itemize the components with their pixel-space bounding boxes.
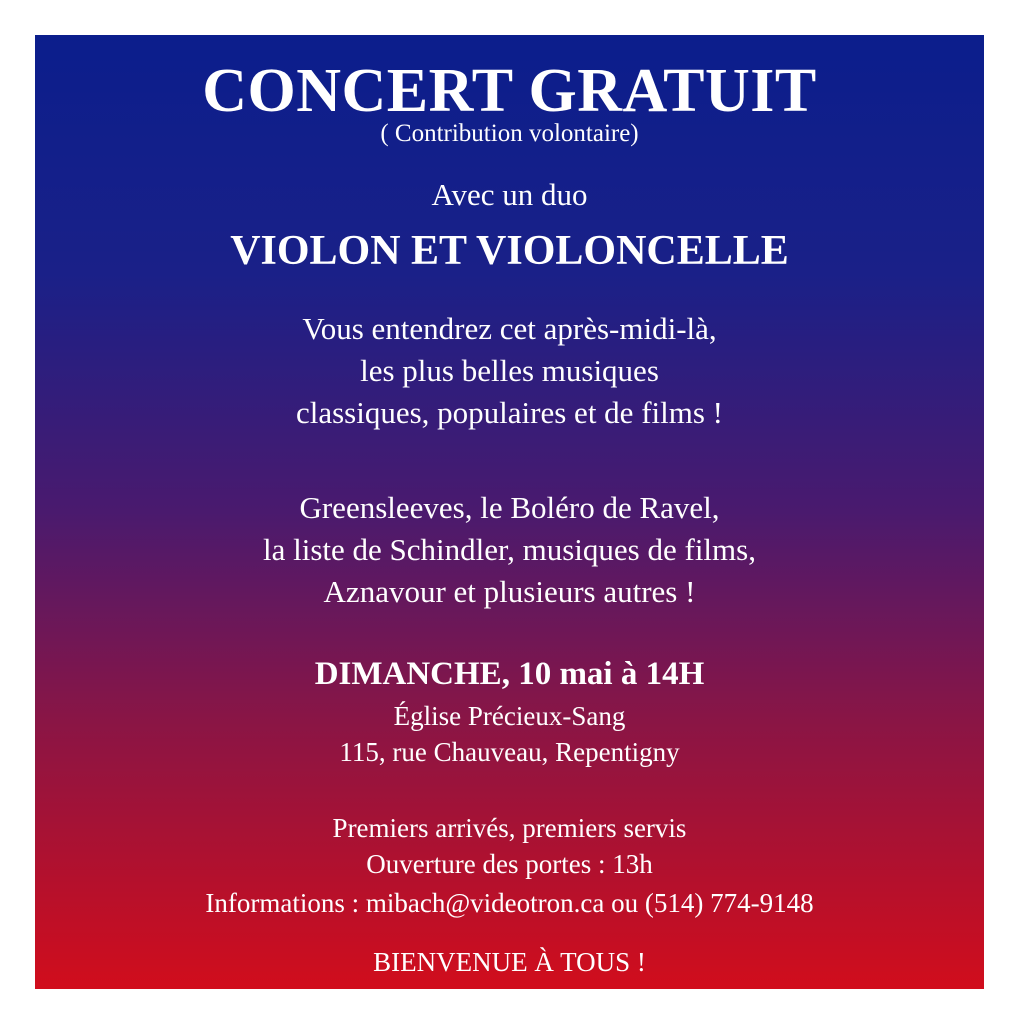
welcome-message: BIENVENUE À TOUS ! bbox=[373, 947, 646, 977]
description-line: les plus belles musiques bbox=[360, 353, 659, 388]
program-line: Greensleeves, le Boléro de Ravel, bbox=[299, 490, 720, 525]
program-paragraph bbox=[35, 487, 984, 613]
description-paragraph bbox=[35, 308, 984, 434]
first-come-note: Premiers arrivés, premiers servis bbox=[332, 813, 687, 843]
contact-info: Informations : mibach@videotron.ca ou (514) 774-9148 bbox=[205, 888, 814, 918]
duo-intro: Avec un duo bbox=[431, 177, 588, 212]
doors-opening: Ouverture des portes : 13h bbox=[366, 849, 653, 879]
description-line: Vous entendrez cet après-midi-là, bbox=[302, 311, 717, 346]
program-line: la liste de Schindler, musiques de films, bbox=[263, 532, 756, 567]
event-date-time: DIMANCHE, 10 mai à 14H bbox=[314, 656, 705, 692]
program-line: Aznavour et plusieurs autres ! bbox=[323, 574, 696, 609]
description-line: classiques, populaires et de films ! bbox=[295, 395, 723, 430]
instruments-heading: VIOLON ET VIOLONCELLE bbox=[230, 228, 789, 274]
poster-title: CONCERT GRATUIT bbox=[202, 57, 817, 125]
event-venue: Église Précieux-Sang bbox=[393, 701, 626, 731]
event-address: 115, rue Chauveau, Repentigny bbox=[339, 737, 680, 767]
poster-subtitle: ( Contribution volontaire) bbox=[380, 120, 639, 147]
concert-poster bbox=[35, 35, 984, 989]
